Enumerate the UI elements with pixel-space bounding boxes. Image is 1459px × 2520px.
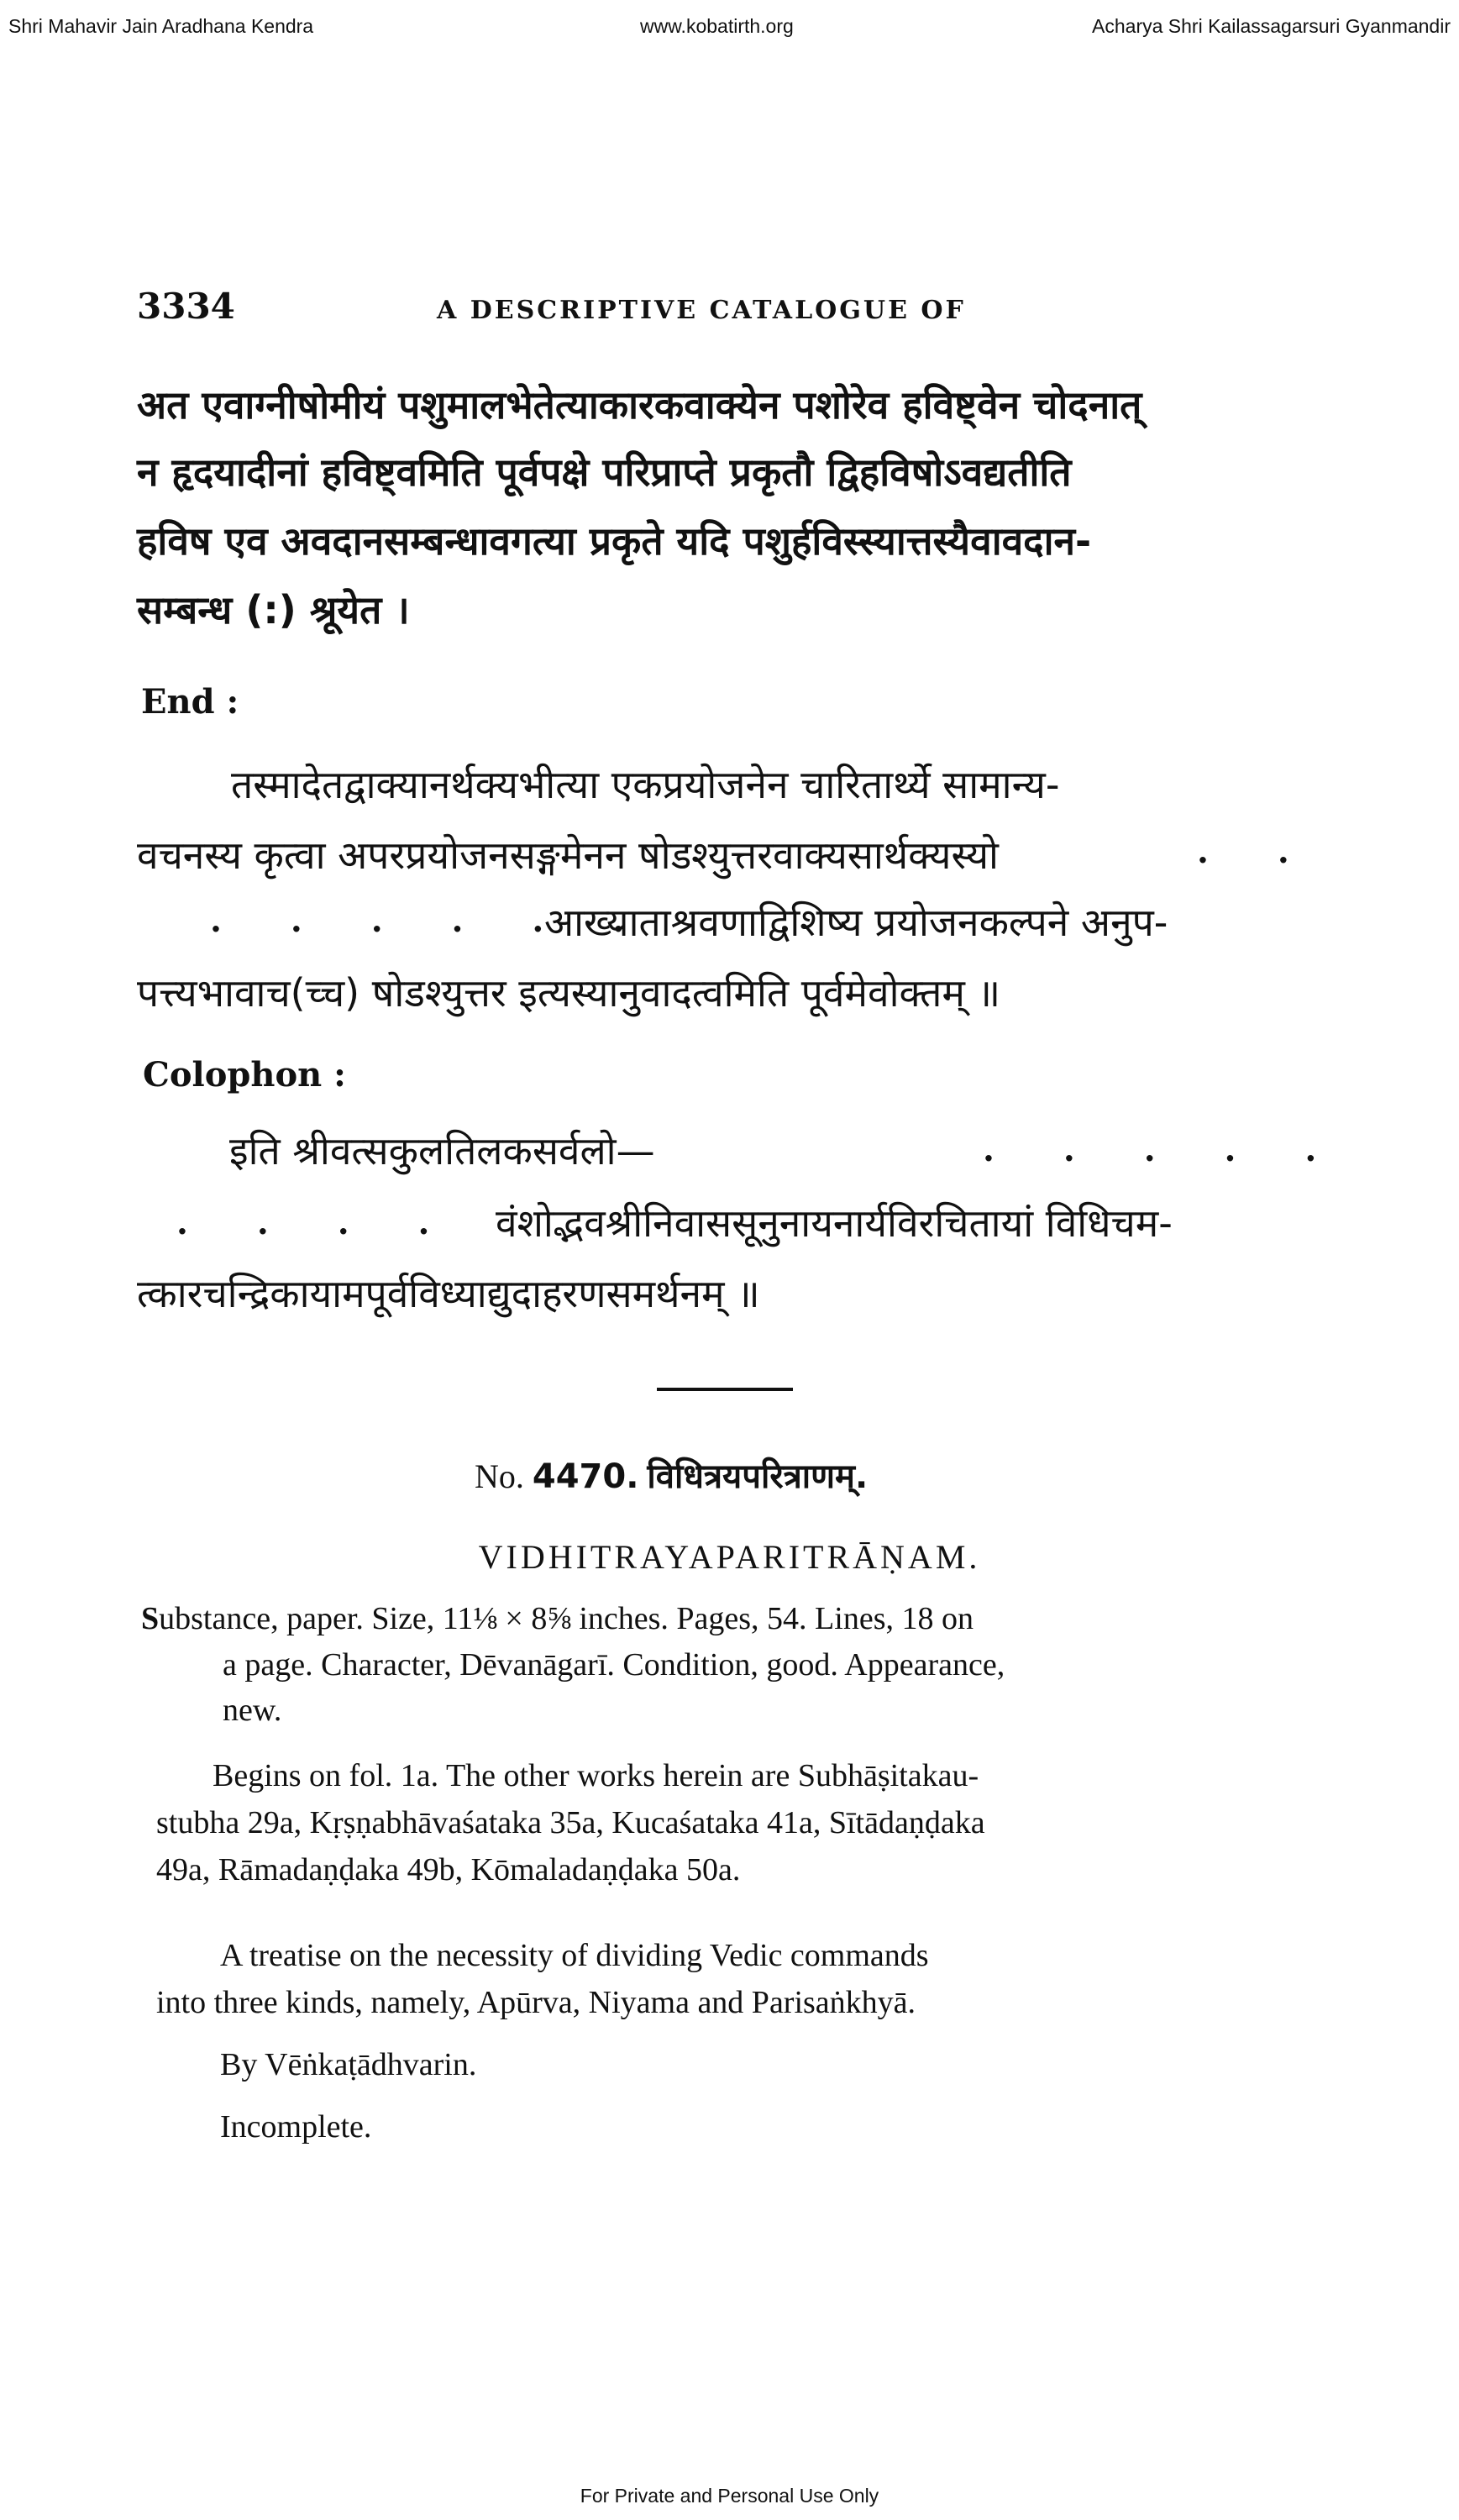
header-left-text: Shri Mahavir Jain Aradhana Kendra	[8, 15, 314, 37]
entry-no-prefix: No.	[475, 1457, 524, 1495]
description-line-1-text: ubstance, paper. Size, 11⅛ × 8⅝ inches. Pages, 54. Lines, 18 on	[159, 1601, 974, 1636]
end-line-4: पत्त्यभावाच(च्च) षोडश्युत्तर इत्यस्यानुवादत्वमिति पूर्वमेवोक्तम् ॥	[137, 970, 1001, 1016]
end-line-3: आख्याताश्रवणाद्विशिष्य प्रयोजनकल्पने अनुप-	[544, 900, 1168, 945]
treatise-line-1: A treatise on the necessity of dividing Vedic commands	[220, 1938, 929, 1973]
section-divider	[657, 1388, 793, 1391]
ellipsis-dots: . .	[1197, 832, 1318, 871]
author-line: By Vēṅkaṭādhvarin.	[220, 2047, 477, 2082]
colophon-line-1: इति श्रीवत्सकुलतिलकसर्वलो—	[229, 1128, 655, 1173]
end-line-1: तस्मादेतद्वाक्यानर्थक्यभीत्या एकप्रयोजनेन चारितार्थ्ये सामान्य-	[231, 762, 1060, 807]
opening-line-2: न हृदयादीनां हविष्ट्वमिति पूर्वपक्षे परिप्राप्ते प्रकृतौ द्विहविषोऽवद्यतीति	[137, 449, 1072, 495]
colophon-line-3: त्कारचन्द्रिकायामपूर्वविध्याद्युदाहरणसमर्थनम् ॥	[137, 1271, 760, 1316]
footer-text: For Private and Personal Use Only	[580, 2485, 879, 2507]
treatise-line-2: into three kinds, namely, Apūrva, Niyama and Parisaṅkhyā.	[156, 1985, 916, 2020]
entry-title-devanagari: विधित्रयपरित्राणम्.	[647, 1457, 869, 1496]
status-line: Incomplete.	[220, 2109, 372, 2145]
colophon-label: Colophon :	[143, 1055, 346, 1095]
begins-line-2: stubha 29a, Kṛṣṇabhāvaśataka 35a, Kucaśataka 41a, Sītādaṇḍaka	[156, 1805, 985, 1840]
entry-number: 4470.	[532, 1457, 639, 1496]
description-line-2: a page. Character, Dēvanāgarī. Condition, good. Appearance,	[223, 1647, 1005, 1683]
ellipsis-dots: . . . .	[176, 1203, 459, 1242]
opening-line-4: सम्बन्ध (:) श्रूयेत ।	[137, 587, 410, 633]
header-right-text: Acharya Shri Kailassagarsuri Gyanmandir	[1092, 15, 1451, 37]
entry-heading	[475, 1452, 868, 1498]
colophon-line-2: वंशोद्भवश्रीनिवाससूनुनायनार्यविरचितायां विधिचम-	[496, 1200, 1173, 1246]
opening-line-3: हविष एव अवदानसम्बन्धावगत्या प्रकृते यदि पशुर्हविस्स्यात्तस्यैवावदान-	[137, 518, 1092, 564]
entry-title-roman: VIDHITRAYAPARITRĀṆAM.	[478, 1538, 981, 1576]
end-line-2: वचनस्य कृत्वा अपरप्रयोजनसङ्गमेनन षोडश्युत्तरवाक्यसार्थक्यस्यो	[137, 832, 999, 878]
running-head: A DESCRIPTIVE CATALOGUE OF	[437, 296, 966, 325]
description-line-3: new.	[223, 1693, 282, 1728]
description-line-1: Substance, paper. Size, 11⅛ × 8⅝ inches. Pages, 54. Lines, 18 on	[141, 1601, 974, 1636]
begins-line-1: Begins on fol. 1a. The other works herein are Subhāṣitakau-	[213, 1758, 979, 1793]
ellipsis-dots: . . . . .	[983, 1130, 1346, 1169]
end-label: End :	[141, 682, 239, 722]
header-center-url[interactable]: www.kobatirth.org	[640, 15, 794, 37]
begins-line-3: 49a, Rāmadaṇḍaka 49b, Kōmaladaṇḍaka 50a.	[156, 1852, 741, 1887]
ellipsis-dots: . . . . . .	[210, 900, 653, 940]
page-number: 3334	[137, 286, 235, 327]
opening-line-1: अत एवाग्नीषोमीयं पशुमालभेतेत्याकारकवाक्येन पशोरेव हविष्ट्वेन चोदनात्	[137, 382, 1142, 428]
